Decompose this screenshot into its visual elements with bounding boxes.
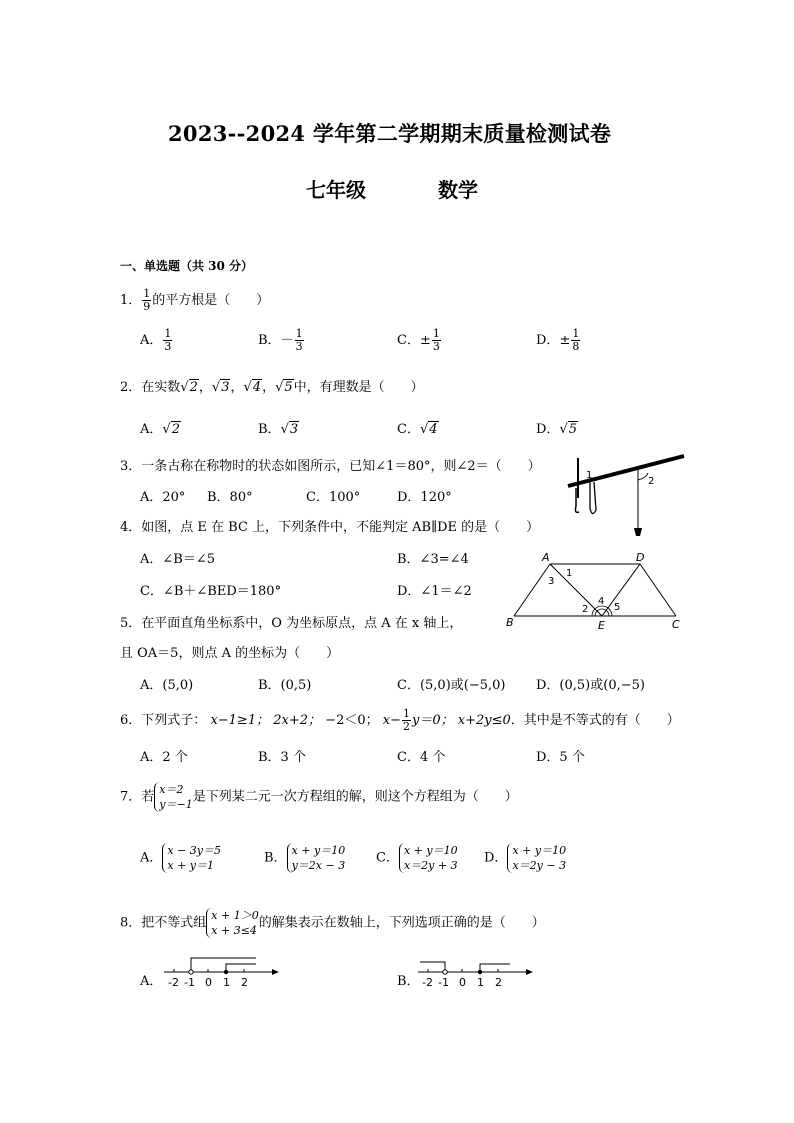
q8-option-b-numberline[interactable] bbox=[414, 952, 534, 992]
steelyard-loop bbox=[590, 482, 596, 514]
point-c-label: C bbox=[672, 618, 680, 631]
q7-option-c[interactable]: C． x + y＝10 x＝2y + 3 bbox=[376, 844, 458, 872]
question-3: 3．一条古称在称物时的状态如图所示，已知∠1＝80°，则∠2＝（ ） bbox=[120, 459, 541, 474]
q7-option-d[interactable]: D． x + y＝10 x＝2y − 3 bbox=[484, 844, 567, 872]
figure-label-2: 2 bbox=[648, 476, 655, 487]
question-1 bbox=[120, 288, 269, 313]
tick-label: 1 bbox=[477, 976, 484, 989]
fraction: $\frac{1}{9}$ bbox=[143, 287, 151, 313]
q5-option-a[interactable]: A．(5,0) bbox=[140, 678, 194, 693]
q1-option-d[interactable]: D．± $\frac{1}{8}$ bbox=[536, 327, 580, 353]
tick-label: 1 bbox=[223, 976, 230, 989]
q6-option-c[interactable]: C．4 个 bbox=[397, 750, 446, 765]
q1-option-a[interactable]: A． $\frac{1}{3}$ bbox=[140, 327, 172, 353]
segment-dc bbox=[640, 564, 676, 616]
q8-option-a-numberline[interactable] bbox=[160, 952, 280, 992]
tick-label: 0 bbox=[205, 976, 212, 989]
steelyard-figure bbox=[560, 448, 690, 538]
angle-1-label: 1 bbox=[566, 568, 573, 579]
tick-label: -1 bbox=[184, 976, 195, 989]
q8-option-b-label[interactable]: B． bbox=[397, 974, 420, 989]
angle-5-label: 5 bbox=[614, 602, 621, 613]
question-6: 6．下列式子： x−1≥1； 2x+2； −2＜0； x− $\frac{1}{2}$ y＝0； x+2y≤0．其中是不等式的有（ ） bbox=[120, 707, 680, 733]
q2-option-d[interactable]: D．√5 bbox=[536, 422, 578, 437]
subject-label: 数学 bbox=[438, 178, 478, 202]
question-4: 4．如图，点 E 在 BC 上，下列条件中，不能判定 AB∥DE 的是（ ） bbox=[120, 520, 540, 535]
tick-label: -1 bbox=[438, 976, 449, 989]
q5-option-b[interactable]: B．(0,5) bbox=[258, 678, 312, 693]
q3-option-a[interactable]: A．20° bbox=[140, 490, 186, 505]
weight bbox=[634, 528, 642, 536]
q1-option-c[interactable]: C．± $\frac{1}{3}$ bbox=[397, 327, 440, 353]
q7-option-a[interactable]: A． x − 3y＝5 x + y＝1 bbox=[140, 844, 222, 872]
open-point bbox=[189, 970, 193, 974]
q3-option-d[interactable]: D．120° bbox=[397, 490, 452, 505]
solution-system: x＝2 y＝−1 bbox=[154, 782, 192, 812]
q4-option-d[interactable]: D．∠1＝∠2 bbox=[397, 584, 472, 599]
question-text: 的平方根是（ ） bbox=[152, 293, 270, 308]
q8-option-a-label[interactable]: A． bbox=[140, 974, 163, 989]
solution-ray-right bbox=[226, 964, 256, 972]
tick-label: 2 bbox=[241, 976, 248, 989]
tick-label: 0 bbox=[459, 976, 466, 989]
q3-option-c[interactable]: C．100° bbox=[306, 490, 361, 505]
angle-2-label: 2 bbox=[582, 604, 589, 615]
section-heading: 一、单选题（共 30 分） bbox=[120, 259, 254, 273]
q6-option-b[interactable]: B．3 个 bbox=[258, 750, 306, 765]
q2-option-b[interactable]: B．√3 bbox=[258, 422, 299, 437]
closed-point bbox=[224, 970, 228, 974]
segment-ae bbox=[550, 564, 605, 616]
q4-option-a[interactable]: A．∠B＝∠5 bbox=[140, 552, 215, 567]
segment-ab bbox=[514, 564, 550, 616]
q5-option-d[interactable]: D．(0,5)或(0,−5) bbox=[536, 678, 645, 693]
question-5-line2: 且 OA＝5，则点 A 的坐标为（ ） bbox=[120, 646, 340, 661]
question-2: 2．在实数√2，√3，√4，√5中，有理数是（ ） bbox=[120, 380, 424, 395]
q6-option-a[interactable]: A．2 个 bbox=[140, 750, 188, 765]
exam-title: 2023--2024 学年第二学期期末质量检测试卷 bbox=[168, 121, 612, 146]
trapezoid-figure bbox=[500, 548, 690, 632]
q5-option-c[interactable]: C．(5,0)或(−5,0) bbox=[397, 678, 506, 693]
tick-label: -2 bbox=[168, 976, 179, 989]
tick-label: -2 bbox=[422, 976, 433, 989]
question-number: 1． bbox=[120, 293, 142, 308]
axis-arrow bbox=[526, 969, 533, 975]
solution-ray-left bbox=[191, 958, 256, 972]
q2-option-c[interactable]: C．√4 bbox=[397, 422, 438, 437]
q1-option-b[interactable]: B．－ $\frac{1}{3}$ bbox=[258, 327, 303, 353]
figure-label-1: 1 bbox=[586, 470, 593, 481]
question-7: 7．若 x＝2 y＝−1 是下列某二元一次方程组的解，则这个方程组为（ ） bbox=[120, 783, 518, 811]
closed-point bbox=[478, 970, 482, 974]
solution-ray-right bbox=[480, 964, 510, 972]
q2-option-a[interactable]: A．√2 bbox=[140, 422, 180, 437]
angle-arc-2 bbox=[638, 473, 648, 480]
angle-4-label: 4 bbox=[598, 596, 605, 607]
axis-arrow bbox=[272, 969, 279, 975]
q4-option-c[interactable]: C．∠B＋∠BED＝180° bbox=[140, 584, 282, 599]
point-b-label: B bbox=[506, 616, 514, 629]
q7-option-b[interactable]: B． x + y＝10 y＝2x − 3 bbox=[264, 844, 346, 872]
q3-option-b[interactable]: B．80° bbox=[207, 490, 253, 505]
inequality-system: x + 1＞0 x + 3≤4 bbox=[206, 908, 258, 938]
tick-label: 2 bbox=[495, 976, 502, 989]
angle-3-label: 3 bbox=[548, 576, 555, 587]
q6-option-d[interactable]: D．5 个 bbox=[536, 750, 585, 765]
question-8: 8．把不等式组 x + 1＞0 x + 3≤4 的解集表示在数轴上，下列选项正确的是（ ） bbox=[120, 909, 545, 937]
question-5-line1: 5．在平面直角坐标系中，O 为坐标原点，点 A 在 x 轴上， bbox=[120, 616, 463, 631]
grade-label: 七年级 bbox=[306, 178, 366, 202]
point-e-label: E bbox=[598, 619, 605, 632]
point-a-label: A bbox=[542, 551, 550, 564]
open-point bbox=[443, 970, 447, 974]
q4-option-b[interactable]: B．∠3=∠4 bbox=[397, 552, 469, 567]
solution-ray-left bbox=[420, 962, 445, 972]
point-d-label: D bbox=[636, 551, 645, 564]
